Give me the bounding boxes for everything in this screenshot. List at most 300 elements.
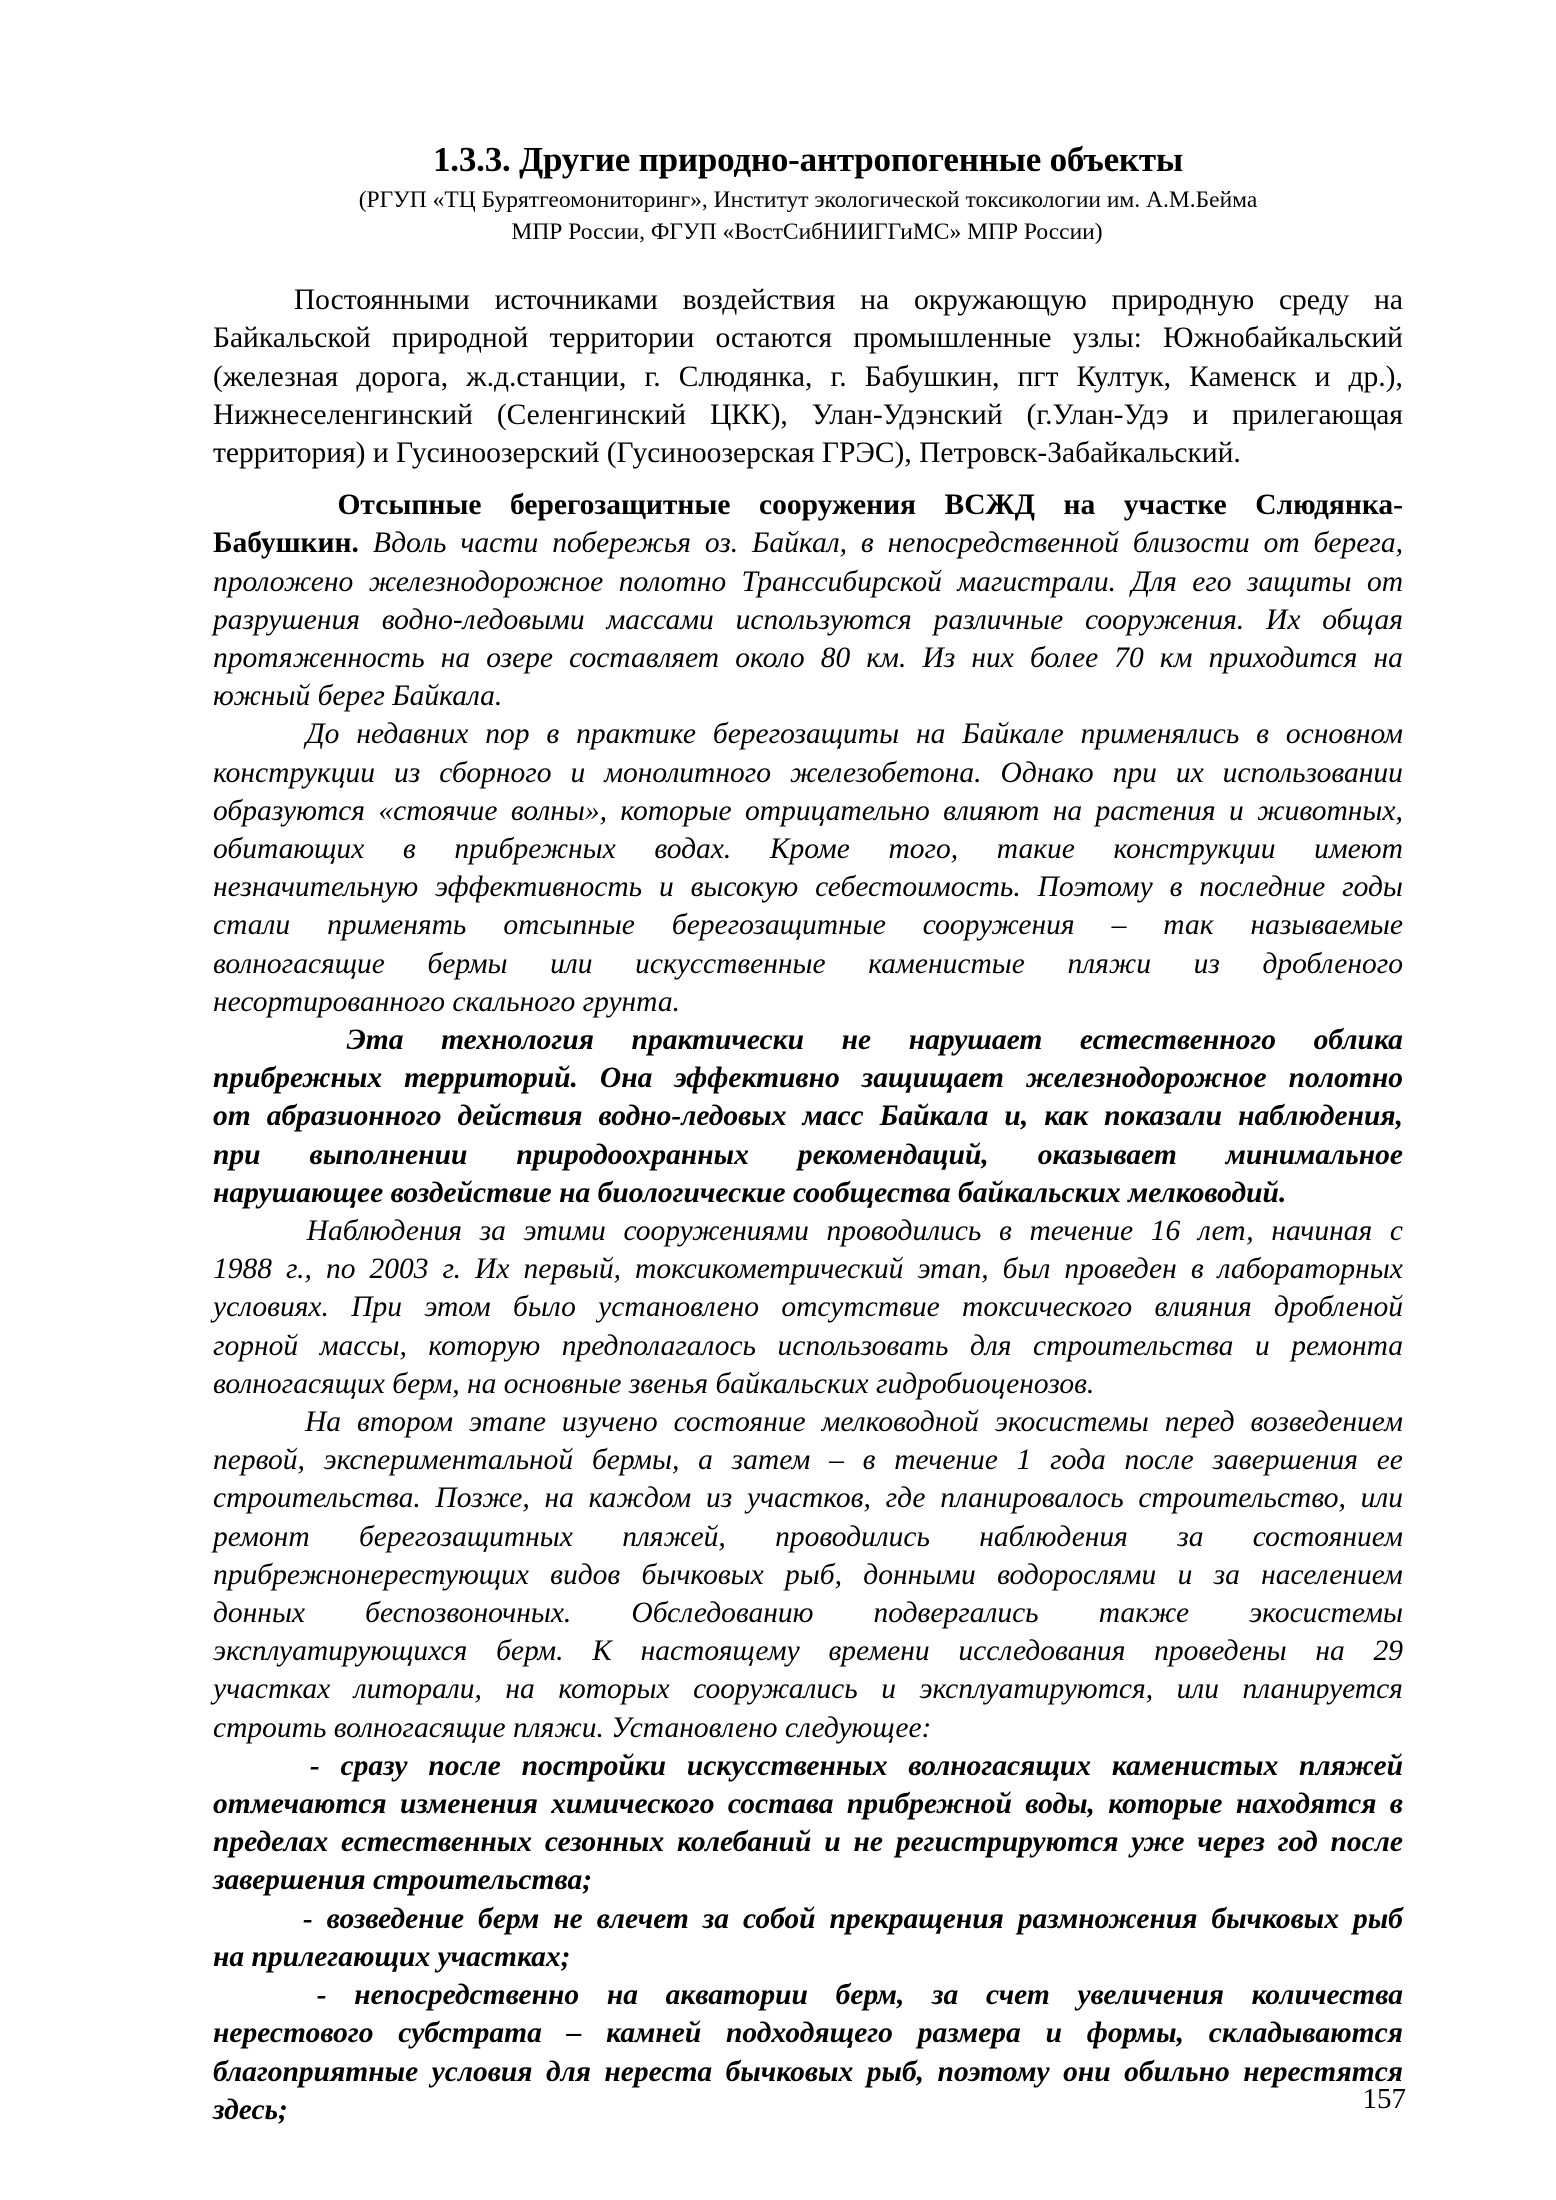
word: для [969,1329,1012,1362]
word: этом [424,1291,491,1324]
word: так [1163,909,1214,942]
word: где [885,1482,926,1515]
word: практике [576,718,696,751]
word: пор [485,718,530,751]
word: водно-ледовыми [381,603,585,636]
word: этими [523,1215,606,1248]
word: источниками [494,284,658,317]
word: года [1050,1444,1106,1477]
word: окружающую [913,284,1087,317]
word: рыб, [785,1558,842,1591]
word: в [862,1444,876,1477]
word: сооружались [693,1673,858,1706]
text-line [213,1365,1403,1403]
word: строить волногасящие пляжи. Установлено следующее: [213,1711,932,1744]
word: и, [1004,1100,1029,1133]
word: ВСЖД [944,489,1035,522]
page-number: 157 [1362,2083,1406,2115]
word: после [428,1749,501,1782]
word: 29 [1373,1635,1403,1668]
word: эксплуатирующихся [213,1635,468,1668]
word: Наблюдения [306,1215,462,1248]
text-line [213,983,1403,1021]
word: сооружения. [1085,603,1245,636]
word: возведение [326,1902,465,1935]
word: наблюдения [979,1520,1128,1553]
word: состава [727,1788,834,1821]
word: обильно [1124,2055,1230,2088]
word: др.), [1348,360,1403,393]
word: и [1314,360,1331,393]
word: через [1197,1826,1265,1859]
word: и [1177,1558,1193,1591]
word: Транссибирской [741,565,942,598]
text-line [213,601,1403,639]
line-indent [213,1747,289,1785]
word: массами [606,603,714,636]
word: отрицательно [745,794,930,827]
word: находятся [1235,1788,1377,1821]
word: них [971,641,1014,674]
word: горной [213,1329,299,1362]
word: мелководной [821,1406,979,1439]
word: не [553,1902,583,1935]
word: растения [1095,794,1216,827]
word: проложено [213,565,354,598]
text-line [213,1747,1403,1785]
word: и [881,1673,896,1706]
word: Байкала [879,1100,989,1133]
text-line [213,1136,1403,1174]
page-title: 1.3.3. Другие природно-антропогенные объекты [433,140,1183,179]
word: последние [1199,871,1326,904]
word: за [479,1215,506,1248]
word: проведены [1154,1635,1287,1668]
word: субстрата [398,2017,542,2050]
word: нарушающее воздействие на биологические сообщества байкальских мелководий. [213,1176,1287,1209]
word: и [1192,398,1209,431]
word: из [393,756,421,789]
word: на [1374,284,1403,317]
paragraph-stage-two [213,1403,1403,1747]
word: эксплуатируются, [919,1673,1154,1706]
word: волногасящие [213,947,385,980]
word: каменистые [868,947,1025,980]
word: на [505,1673,535,1706]
word: дробленого [1262,947,1403,980]
word: затем [731,1444,811,1477]
word: планировалось [940,1482,1124,1515]
text-line [213,1556,1403,1594]
word: территории [549,322,695,355]
word: которые [620,794,732,827]
word: сборного [439,756,552,789]
word: Байкале [962,718,1064,751]
page-content [213,0,1403,2129]
word: стали [213,909,291,942]
word: различные [933,603,1064,636]
word: массы, [319,1329,407,1362]
word: недавних [356,718,469,751]
word: несортированного скального грунта. [213,985,680,1018]
word: которую [428,1329,541,1362]
text-line [213,830,1403,868]
text-line [213,2014,1403,2052]
word: полотно [618,565,727,598]
word: сооружения [759,489,917,522]
line-indent [213,1976,289,2014]
text-line [213,945,1403,983]
word: ж.д.станции, [466,360,627,393]
word: Их [475,1253,510,1286]
text-line [213,1441,1403,1479]
word: 16 [1150,1215,1181,1248]
text-line [213,281,1403,319]
word: бычковых [725,2055,854,2088]
word: берегозащитные [510,489,731,522]
word: сразу [340,1749,408,1782]
word: ЦКК), [709,398,788,431]
text-line [213,563,1403,601]
word: рыб, [866,2055,925,2088]
word: в [1190,1253,1204,1286]
word: на [544,1482,574,1515]
word: пределах [213,1826,329,1859]
word: формы, [1086,2017,1184,2050]
word: берм [478,1902,540,1935]
word: настоящему [640,1635,800,1668]
text-line [213,1594,1403,1632]
line-indent [213,486,309,524]
word: Кроме [769,833,850,865]
word: выполнении [309,1138,468,1171]
word: втором [357,1406,454,1439]
word: строительства [1033,1329,1234,1362]
word: лабораторных [1217,1253,1403,1286]
text-line [213,639,1403,677]
word: каменистых [1111,1749,1279,1782]
word: за [932,1979,959,2012]
word: после [1124,1444,1194,1477]
word: 2003 [369,1253,429,1286]
word: на [440,641,471,674]
word: минимальное [1225,1138,1403,1171]
word: наблюдения, [1238,1100,1403,1133]
word: промышленные [853,322,1052,355]
word: его [1192,565,1232,598]
word: образуются [213,794,366,827]
text-line [213,1174,1403,1212]
paragraph-technology [213,1021,1403,1212]
word: естественных [341,1826,533,1859]
word: как [1044,1100,1089,1133]
word: строительство, [1138,1482,1346,1515]
word: сезонных [544,1826,665,1859]
word: железнодорожное [1025,1062,1267,1095]
word: складываются [1208,2017,1403,2050]
word: нереста [604,2055,713,2088]
word: и [1254,1329,1270,1362]
word: в [402,833,416,865]
word: берегозащиты [712,718,900,751]
word: они [1063,2055,1111,2088]
word: ремонт [213,1520,310,1553]
word: для [545,2055,591,2088]
word: 1 [1016,1444,1032,1477]
word: масс [802,1100,864,1133]
word: в [1389,1788,1403,1821]
word: из [1193,947,1220,980]
word: «стоячие [378,794,498,827]
word: и [824,1826,841,1859]
word: облика [1313,1024,1403,1057]
word: г. [644,360,661,393]
word: остаются [715,322,833,355]
word: беспозвоночных. [365,1597,572,1630]
word: пляжей [1299,1749,1403,1782]
word: на [1315,1635,1345,1668]
word: в [1256,718,1269,751]
word: (железная [213,360,339,393]
word: г., [286,1253,312,1286]
word: было [513,1291,576,1324]
text-line [213,1861,1403,1899]
word: на прилегающих участках; [213,1940,571,1973]
word: естественного [1079,1024,1277,1057]
word: территория) и Гусиноозерский (Гусиноозерская ГРЭС), Петровск-Забайкальский. [213,436,1241,469]
word: технология [441,1024,594,1057]
word: и [1045,2017,1062,2050]
word: составляет [569,641,720,674]
text-line [213,792,1403,830]
word: сооружениями [623,1215,809,1248]
word: прибрежнонерестующих [213,1558,529,1591]
word: нерестового [213,2017,374,2050]
word: из [705,1482,733,1515]
word: на [606,1979,638,2012]
word: токсикометрический [635,1253,904,1286]
word: Улан-Удэнский [811,398,1003,431]
word: размножения [1017,1902,1198,1935]
word: от [1366,565,1403,598]
word: непосредственной [887,527,1120,560]
word: Обследованию [631,1597,814,1630]
word: в [999,1215,1012,1248]
text-line [213,1900,1403,1938]
word: экспериментальной [323,1444,574,1477]
word: от [213,1100,251,1133]
word: действия [457,1100,583,1133]
text-line [213,1250,1403,1288]
word: за [702,1902,730,1935]
word: дорога, [356,360,449,393]
word: населением [1261,1558,1403,1591]
text-line [213,1288,1403,1326]
text-line [213,1059,1403,1097]
word: акватории [665,1979,808,2012]
word: участке [1123,489,1227,522]
word: защищает [861,1062,1004,1095]
word: литорали, [353,1673,482,1706]
word: Для [1131,565,1177,598]
word: подвергались [873,1597,1039,1630]
word: До [305,718,340,751]
word: за [1177,1520,1204,1553]
word: общая [1322,603,1403,636]
word: Бабушкин. [213,527,359,560]
word: первый, [523,1253,621,1286]
word: участках [213,1673,331,1706]
word: первой, [213,1444,305,1477]
word: влияют [943,794,1040,827]
text-line [213,1709,1403,1747]
word: прибрежных [454,833,616,865]
word: камней [606,2017,702,2050]
word: железнодорожное [368,565,604,598]
paragraph-intro [213,281,1403,472]
word: эффективность [435,871,643,904]
word: участков, [746,1482,871,1515]
word: счет [985,1979,1050,2012]
word: химического [551,1788,715,1821]
word: Култук, [1076,360,1172,393]
text-line [213,1212,1403,1250]
word: отсыпные [503,909,635,942]
word: имеют [1314,833,1403,865]
word: на [860,284,890,317]
word: изучено [561,1406,658,1439]
word: 1988 [213,1253,272,1286]
word: волногасящих берм, на основные звенья байкальских гидробиоценозов. [213,1367,1095,1400]
word: берм. [496,1635,564,1668]
word: эффективно [674,1062,840,1095]
word: нарушает [908,1024,1043,1057]
word: - [302,1902,313,1935]
word: Южнобайкальский [1163,322,1403,355]
word: пляжи [1067,947,1151,980]
text-line [213,1518,1403,1556]
word: воздействия [682,284,836,317]
word: которые [1108,1788,1223,1821]
word: пляжей, [622,1520,726,1553]
text-line [213,1785,1403,1823]
word: на [915,718,946,751]
word: природную [1111,284,1255,317]
text-line [213,1938,1403,1976]
word: которых [558,1673,670,1706]
word: - [316,1979,327,2012]
word: Байкал, [752,527,847,560]
word: оказывает [1037,1138,1177,1171]
word: На [304,1406,342,1439]
word: Каменск [1189,360,1297,393]
word: части [460,527,539,560]
word: колебаний [677,1826,812,1859]
word: г. [442,1253,461,1286]
bullet-2 [213,1900,1403,1976]
word: природной [391,322,529,355]
word: этапе [469,1406,546,1439]
word: изменения [399,1788,538,1821]
line-indent [213,715,289,753]
word: размера [917,2017,1021,2050]
word: условия [431,2055,533,2088]
word: при [1112,756,1157,789]
word: Слюдянка- [1255,489,1403,522]
word: Их [1266,603,1301,636]
word: - [309,1749,320,1782]
word: и [658,871,674,904]
word: подходящего [726,2017,893,2050]
word: основном [1285,718,1403,751]
text-line [213,1097,1403,1135]
word: и [1229,794,1244,827]
word: после [1330,1826,1403,1859]
word: донными [863,1558,976,1591]
word: Байкальской [213,322,371,355]
word: применялись [1080,718,1240,751]
word: При [351,1291,403,1324]
word: на [1063,489,1096,522]
word: более [1029,641,1099,674]
text-line [213,486,1403,524]
word: такие [996,833,1075,865]
word: состояние [673,1406,806,1439]
paragraph-concrete [213,715,1403,1021]
word: использовать [777,1329,949,1362]
word: обитающих [213,833,365,865]
word: собой [742,1902,816,1935]
word: поэтому [937,2055,1050,2088]
word: лет, [1197,1215,1254,1248]
word: Бабушкин, [864,360,1000,393]
word: влияния [1154,1291,1252,1324]
word: планируется [1242,1673,1403,1706]
text-line [213,1632,1403,1670]
word: берегозащитных [358,1520,573,1553]
word: искусственных [686,1749,888,1782]
text-line [213,358,1403,396]
word: озере [486,641,554,674]
word: или [1360,1482,1403,1515]
word: того, [888,833,959,865]
word: течение [1029,1215,1134,1248]
word: – [1111,909,1127,942]
word: в [860,527,874,560]
word: водах. [654,833,732,865]
word: количества [1251,1979,1403,2012]
affiliation-block [213,179,1403,248]
word: на [1373,641,1403,674]
word: (Селенгинский [496,398,687,431]
word: Эта [346,1024,404,1057]
word: Она [599,1062,653,1095]
word: в [546,718,560,751]
word: берм, [835,1979,905,2012]
word: каждом [588,1482,692,1515]
word: К [592,1635,612,1668]
word: времени [828,1635,930,1668]
word: абразионного [266,1100,442,1133]
word: рыб [1352,1902,1403,1935]
word: и [570,756,586,789]
word: Слюдянка, [678,360,813,393]
word: среду [1278,284,1350,317]
word: пгт [1017,360,1059,393]
word: конструкции [1113,833,1276,865]
word: не [841,1024,872,1057]
word: условиях. [213,1291,329,1324]
